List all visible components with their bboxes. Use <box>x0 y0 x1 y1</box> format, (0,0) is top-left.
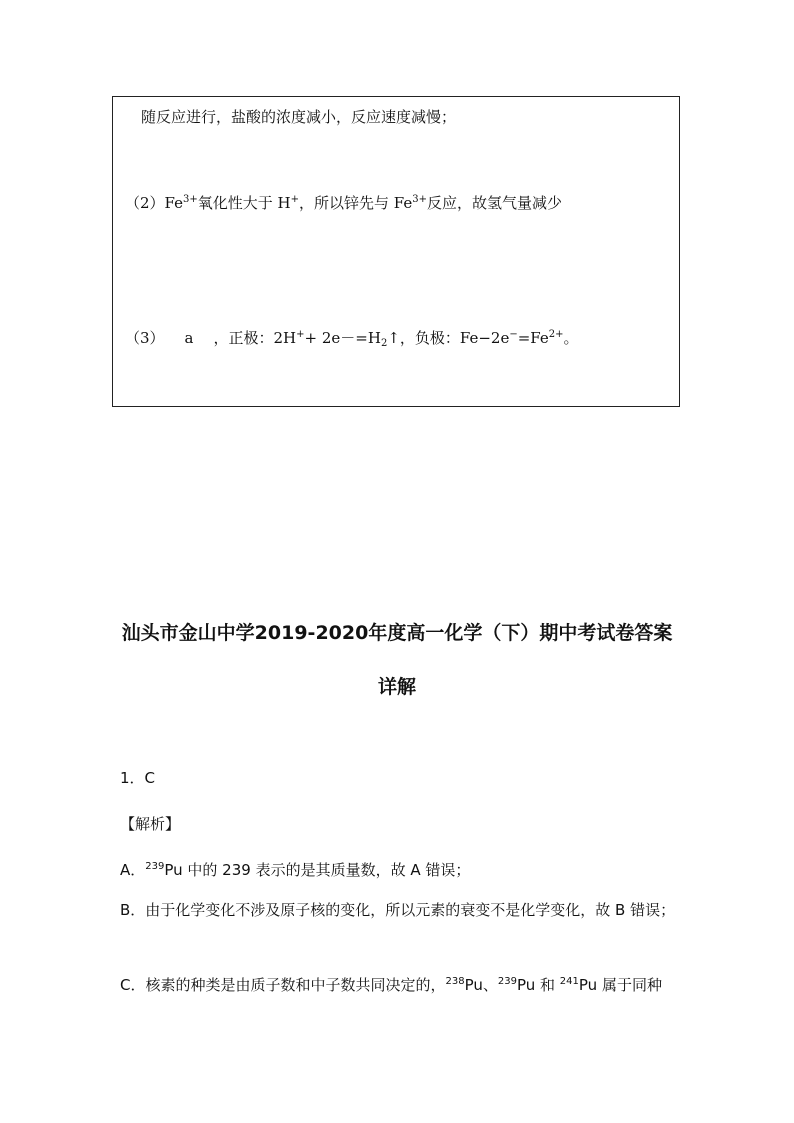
option-c-t2: Pu 和 <box>516 976 560 994</box>
superscript: 238 <box>445 976 465 987</box>
option-c-t3: Pu 属于同种 <box>578 976 662 994</box>
box-line-3-t5: 。 <box>563 329 579 347</box>
box-line-2-mid2: ，所以锌先与 Fe <box>299 194 413 212</box>
superscript: + <box>290 194 300 205</box>
option-a-explanation <box>120 855 680 886</box>
option-a-text: Pu 中的 239 表示的是其质量数，故 A 错误； <box>164 861 471 879</box>
superscript: 239 <box>497 976 517 987</box>
box-line-2-prefix: （2）Fe <box>125 194 184 212</box>
analysis-heading: 【解析】 <box>120 815 181 833</box>
question-1-answer: 1．C <box>120 769 156 787</box>
box-line-3-t3: ↑，负极：Fe−2e <box>387 329 510 347</box>
box-line-3-answer: a <box>184 329 194 347</box>
superscript: 241 <box>559 976 579 987</box>
box-line-3-t4: =Fe <box>517 329 549 347</box>
answer-box <box>112 96 680 407</box>
option-c-explanation <box>120 970 680 1001</box>
superscript: 2+ <box>548 329 564 340</box>
superscript: 3+ <box>183 194 198 205</box>
box-line-3 <box>125 327 579 348</box>
option-c-t1: Pu、 <box>464 976 498 994</box>
box-line-3-label: （3） <box>125 329 165 347</box>
superscript: 3+ <box>412 194 427 205</box>
superscript: + <box>296 329 305 340</box>
box-line-2-suffix: 反应，故氢气量减少 <box>427 194 563 212</box>
option-a-prefix: A． <box>120 861 146 879</box>
subscript: 2 <box>380 338 388 349</box>
superscript: − <box>509 329 518 340</box>
option-c-prefix: C．核素的种类是由质子数和中子数共同决定的， <box>120 976 446 994</box>
box-line-2 <box>125 192 562 213</box>
document-subtitle: 详解 <box>377 676 416 698</box>
superscript: 239 <box>145 861 165 872</box>
box-line-3-t1: ，正极：2H <box>213 329 297 347</box>
document-title: 汕头市金山中学2019-2020年度高一化学（下）期中考试卷答案 <box>121 622 673 644</box>
box-line-3-t2: + 2e－=H <box>304 329 381 347</box>
box-line-1: 随反应进行，盐酸的浓度减小，反应速度减慢； <box>141 108 457 126</box>
option-b-explanation: B．由于化学变化不涉及原子核的变化，所以元素的衰变不是化学变化，故 B 错误； <box>120 901 676 919</box>
box-line-2-mid1: 氧化性大于 H <box>197 194 291 212</box>
